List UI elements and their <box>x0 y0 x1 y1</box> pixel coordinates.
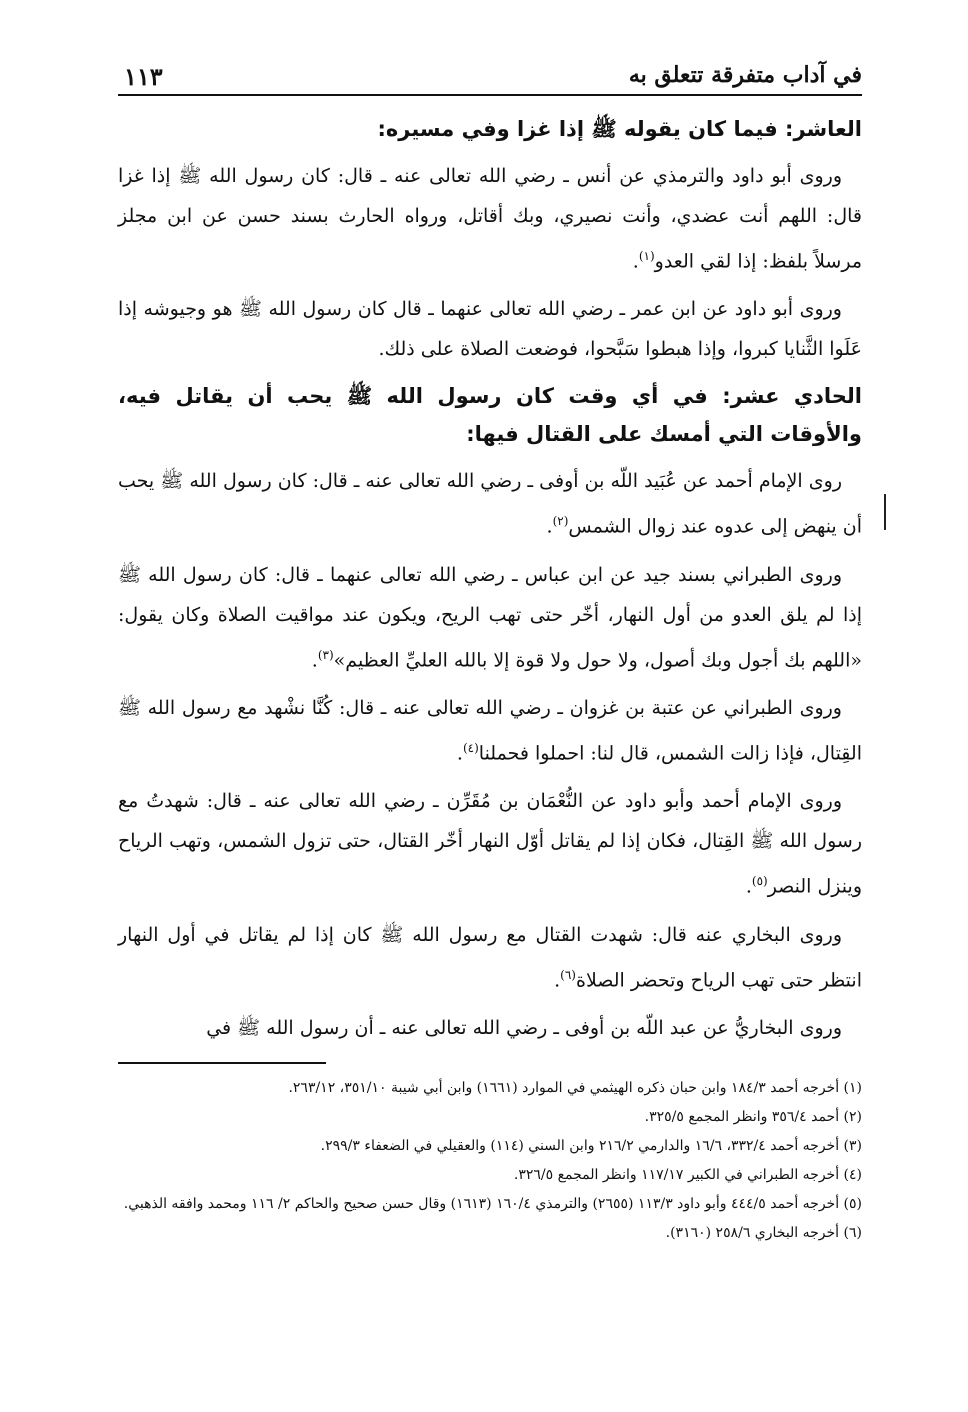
section-heading: العاشر: فيما كان يقوله ﷺ إذا غزا وفي مسيره: <box>377 117 862 141</box>
paragraph <box>118 289 862 369</box>
footnote-ref[interactable]: (٣) <box>317 647 334 662</box>
section-heading: الحادي عشر: في أي وقت كان رسول الله ﷺ يحب أن يقاتل فيه، والأوقات التي أمسك على القتال فيها: <box>118 384 862 447</box>
footnote-divider <box>118 1062 326 1064</box>
paragraph-text: وروى البخاريُّ عن عبد اللّه بن أوفى ـ رضي الله تعالى عنه ـ أن رسول الله ﷺ في <box>206 1016 842 1039</box>
paragraph-text: وروى الطبراني عن عتبة بن غزوان ـ رضي الله تعالى عنه ـ قال: كُنَّا نشْهد مع رسول الله ﷺ القِتال، فإذا زالت الشمس، قال لنا: احملوا فحملنا <box>118 696 862 765</box>
footnote: (١) أخرجه أحمد ١٨٤/٣ وابن حبان ذكره الهيثمي في الموارد (١٦٦١) وابن أبي شيبة ٣٥١/١٠، ٢٦٣/١٢. <box>288 1079 862 1096</box>
paragraph-text: وروى أبو داود عن ابن عمر ـ رضي الله تعالى عنهما ـ قال كان رسول الله ﷺ هو وجيوشه إذا عَلَوا الثَّنايا كبروا، وإذا هبطوا سَبَّحوا، فوضعت الصلاة على ذلك. <box>118 298 862 361</box>
paragraph <box>118 781 862 906</box>
paragraph-tail: . <box>456 742 463 765</box>
paragraph-text: وروى البخاري عنه قال: شهدت القتال مع رسول الله ﷺ كان إذا لم يقاتل في أول النهار انتظر حتى تهب الرياح وتحضر الصلاة <box>118 923 862 991</box>
section-10 <box>118 110 862 369</box>
running-header <box>118 60 862 96</box>
footnote-ref[interactable]: (٤) <box>462 740 479 755</box>
footnote: (٢) أحمد ٣٥٦/٤ وانظر المجمع ٣٢٥/٥. <box>644 1108 862 1125</box>
paragraph <box>118 555 862 680</box>
footnote: (٤) أخرجه الطبراني في الكبير ١١٧/١٧ وانظر المجمع ٣٢٦/٥. <box>513 1166 862 1183</box>
paragraph <box>118 1008 862 1048</box>
paragraph-text: وروى الطبراني بسند جيد عن ابن عباس ـ رضي الله تعالى عنهما ـ قال: كان رسول الله ﷺ إذا لم يلق العدو من أول النهار، أخّر حتى تهب الريح، ويكون عند مواقيت الصلاة وكان يقول: «اللهم بك أجول وبك أصول، ولا حول ولا قوة إلا بالله العليِّ العظيم» <box>118 563 862 671</box>
paragraph-tail: . <box>546 515 553 538</box>
paragraph-tail: . <box>745 875 752 898</box>
paragraph <box>118 461 862 546</box>
margin-mark <box>884 494 886 530</box>
paragraph-text: وروى أبو داود والترمذي عن أنس ـ رضي الله تعالى عنه ـ قال: كان رسول الله ﷺ إذا غزا قال: اللهم أنت عضدي، وأنت نصيري، وبك أقاتل، ورواه الحارث بسند حسن عن ابن مجلز مرسلاً بلفظ: إذا لقي العدو <box>118 165 862 273</box>
footnote-ref[interactable]: (٢) <box>552 514 569 529</box>
paragraph-text: وروى الإمام أحمد وأبو داود عن النُّعْمَان بن مُقَرِّن ـ رضي الله تعالى عنه ـ قال: شهدتُ مع رسول الله ﷺ القِتال، فكان إذا لم يقاتل أوّل النهار أخّر القتال، حتى تزول الشمس، وتهب الرياح وينزل النصر <box>118 790 862 898</box>
paragraph-tail: . <box>554 968 561 991</box>
footnote: (٥) أخرجه أحمد ٤٤٤/٥ وأبو داود ١١٣/٣ (٢٦٥٥) والترمذي ١٦٠/٤ (١٦١٣) وقال حسن صحيح والحاكم ٢/ ١١٦ ومحمد وافقه الذهبي. <box>123 1195 862 1212</box>
paragraph-tail: . <box>311 648 318 671</box>
footnote-ref[interactable]: (٥) <box>751 874 768 889</box>
footnote-ref[interactable]: (٦) <box>560 967 576 982</box>
paragraph-tail: . <box>632 250 639 273</box>
footnote: (٣) أخرجه أحمد ٣٣٢/٤، ١٦/٦ والدارمي ٢١٦/٢ وابن السني (١١٤) والعقيلي في الضعفاء ٢٩٩/٣. <box>320 1137 862 1154</box>
footnote: (٦) أخرجه البخاري ٢٥٨/٦ (٣١٦٠). <box>665 1224 862 1241</box>
paragraph-text: روى الإمام أحمد عن عُبَيد اللّه بن أوفى ـ رضي الله تعالى عنه ـ قال: كان رسول الله ﷺ يحب أن ينهض إلى عدوه عند زوال الشمس <box>118 470 862 538</box>
header-title: في آداب متفرقة تتعلق به <box>628 62 862 88</box>
paragraph <box>118 156 862 281</box>
footnote-ref[interactable]: (١) <box>638 249 655 263</box>
footnotes <box>118 1074 862 1248</box>
paragraph <box>118 915 862 1000</box>
page-number: ١١٣ <box>124 62 163 91</box>
section-11 <box>118 377 862 1048</box>
paragraph <box>118 688 862 773</box>
book-page <box>118 60 862 1248</box>
